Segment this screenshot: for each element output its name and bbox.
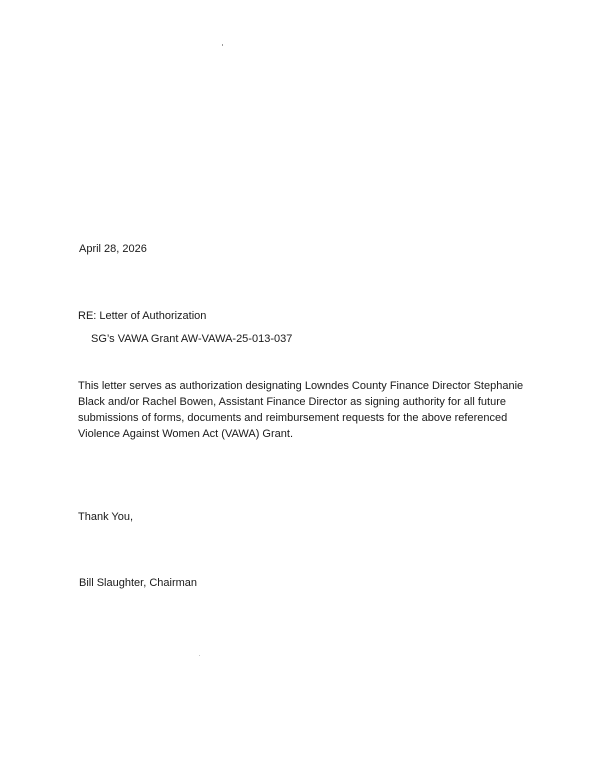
body-line: This letter serves as authorization designating Lowndes County Finance Director Stephanie	[78, 380, 524, 392]
body-line: Black and/or Rachel Bowen, Assistant Finance Director as signing authority for all future	[78, 396, 506, 408]
letter-date: April 28, 2026	[79, 243, 147, 255]
signatory-name: Bill Slaughter, Chairman	[79, 577, 198, 589]
grant-reference: SG’s VAWA Grant AW-VAWA-25-013-037	[91, 333, 293, 345]
body-line: Violence Against Women Act (VAWA) Grant.	[78, 428, 293, 440]
scan-speck	[222, 44, 223, 46]
closing-line: Thank You,	[78, 511, 134, 523]
subject-line: RE: Letter of Authorization	[78, 310, 207, 322]
letter-body	[78, 378, 528, 442]
scan-speck	[199, 655, 200, 656]
body-line: submissions of forms, documents and reimbursement requests for the above referenced	[78, 412, 508, 424]
